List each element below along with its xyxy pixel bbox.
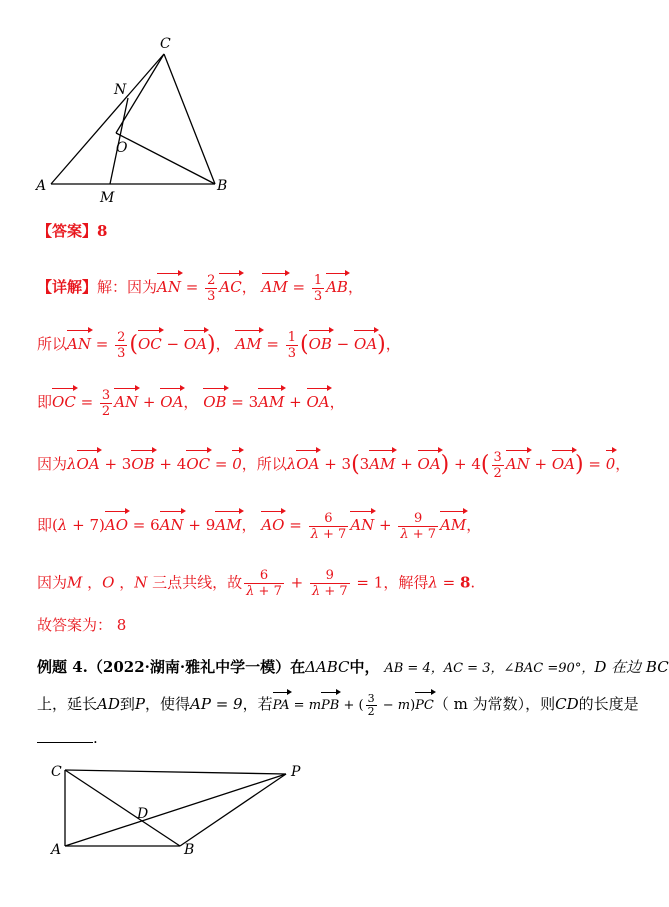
detail-l5-c: ， bbox=[466, 516, 482, 534]
detail-l6-b: 三点共线，故 bbox=[152, 573, 243, 592]
detail-l5-a: 即 bbox=[37, 516, 53, 534]
example-line-1 bbox=[37, 655, 669, 681]
example-cond1: AB = 4，AC = 3，∠BAC =90°， bbox=[384, 661, 595, 676]
detail-l5-b: ， bbox=[241, 516, 257, 534]
example-mid: 中， bbox=[349, 658, 380, 676]
detail-l4-b: ，所以 bbox=[241, 455, 287, 473]
detail-line-2: 所以AN = $\frac{2}{3}$ (OC − OA)， AM = $\frac{1}{3}$ (OB − OA)， bbox=[37, 329, 401, 361]
example-p: P bbox=[134, 695, 145, 713]
detail-l2-c: ， bbox=[385, 335, 401, 353]
detail-line-1: 【详解】解：因为AN = $\frac{2}{3}$ AC， AM = $\frac{1}{3}$ AB， bbox=[37, 272, 363, 304]
example-ad: AD bbox=[97, 695, 120, 713]
example-m-const: （ m 为常数），则 bbox=[433, 695, 556, 713]
detail-l2-a: 所以 bbox=[37, 335, 68, 353]
example-source: （2022·湖南·雅礼中学一模）在 bbox=[87, 658, 306, 676]
detail-line-3: 即OC = $\frac{3}{2}$ AN + OA， OB = 3AM + OA， bbox=[37, 387, 345, 419]
detail-bracket: 【详解】 bbox=[37, 278, 98, 296]
detail-l1-b: ， bbox=[241, 278, 257, 296]
detail-line-5: 即(λ + 7)AO = 6AN + 9AM， AO = $\frac{6}{\lambda + 7}$ AN + $\frac{9}{\lambda + 7}$ AM， bbox=[37, 510, 482, 542]
example-to: 到 bbox=[119, 695, 135, 713]
example-ap: AP = 9 bbox=[190, 695, 243, 713]
example-period: . bbox=[93, 729, 98, 747]
fig1-label-C: C bbox=[160, 36, 171, 52]
fig1-label-B: B bbox=[217, 178, 228, 194]
final-answer-line bbox=[37, 613, 126, 637]
detail-l6-d: . bbox=[470, 573, 476, 592]
fig2-label-P: P bbox=[291, 764, 301, 780]
detail-l3-b: ， bbox=[183, 393, 199, 411]
example-so: ，使得 bbox=[144, 695, 190, 713]
detail-l4-a: 因为 bbox=[37, 455, 68, 473]
detail-l1-c: ， bbox=[347, 278, 363, 296]
fig1-label-M: M bbox=[100, 190, 115, 206]
detail-l6-c: ，解得 bbox=[383, 573, 429, 592]
fig2-label-A: A bbox=[51, 842, 62, 858]
final-value: 8 bbox=[116, 616, 127, 634]
example-if: ，若 bbox=[242, 695, 273, 713]
example-line-3 bbox=[37, 726, 98, 750]
example-d-on: D 在边 BC bbox=[594, 658, 669, 676]
detail-l3-a: 即 bbox=[37, 393, 53, 411]
detail-l3-c: ， bbox=[329, 393, 345, 411]
example-title: 例题 4. bbox=[37, 658, 88, 676]
example-cd: CD bbox=[555, 695, 579, 713]
example-line2-a: 上，延长 bbox=[37, 695, 98, 713]
detail-line-6: 因为M ，O ，N 三点共线，故 $\frac{6}{\lambda + 7}$ + $\frac{9}{\lambda + 7}$ = 1，解得λ = 8. bbox=[37, 568, 476, 599]
answer-line bbox=[37, 219, 107, 243]
fig1-label-A: A bbox=[36, 178, 47, 194]
answer-bracket: 【答案】 bbox=[37, 222, 98, 240]
answer-blank bbox=[37, 728, 93, 743]
fig1-label-O: O bbox=[116, 140, 128, 156]
detail-line-4: 因为λOA + 3OB + 4OC = 0，所以λOA + 3(3AM + OA) + 4( $\frac{3}{2}$ AN + OA) = 0， bbox=[37, 449, 631, 481]
triangle-figure-2 bbox=[45, 760, 315, 860]
example-line-2: 上，延长AD到P，使得AP = 9，若PA = mPB + ( $\frac{3}{2}$ − m)PC（ m 为常数），则CD的长度是 bbox=[37, 692, 639, 718]
detail-l2-b: ， bbox=[215, 335, 231, 353]
fig2-label-C: C bbox=[51, 764, 62, 780]
triangle-figure-1 bbox=[30, 30, 250, 210]
detail-l6-a: 因为 bbox=[37, 573, 68, 592]
answer-value: 8 bbox=[97, 222, 108, 240]
fig2-label-D: D bbox=[137, 806, 149, 822]
fig1-label-N: N bbox=[114, 82, 127, 98]
example-ask: 的长度是 bbox=[578, 695, 639, 713]
final-label: 故答案为： bbox=[37, 616, 113, 634]
detail-l4-c: ， bbox=[615, 455, 631, 473]
example-triangle: ΔABC bbox=[305, 658, 350, 676]
detail-l1-a: 解：因为 bbox=[97, 278, 158, 296]
fig2-label-B: B bbox=[184, 842, 195, 858]
